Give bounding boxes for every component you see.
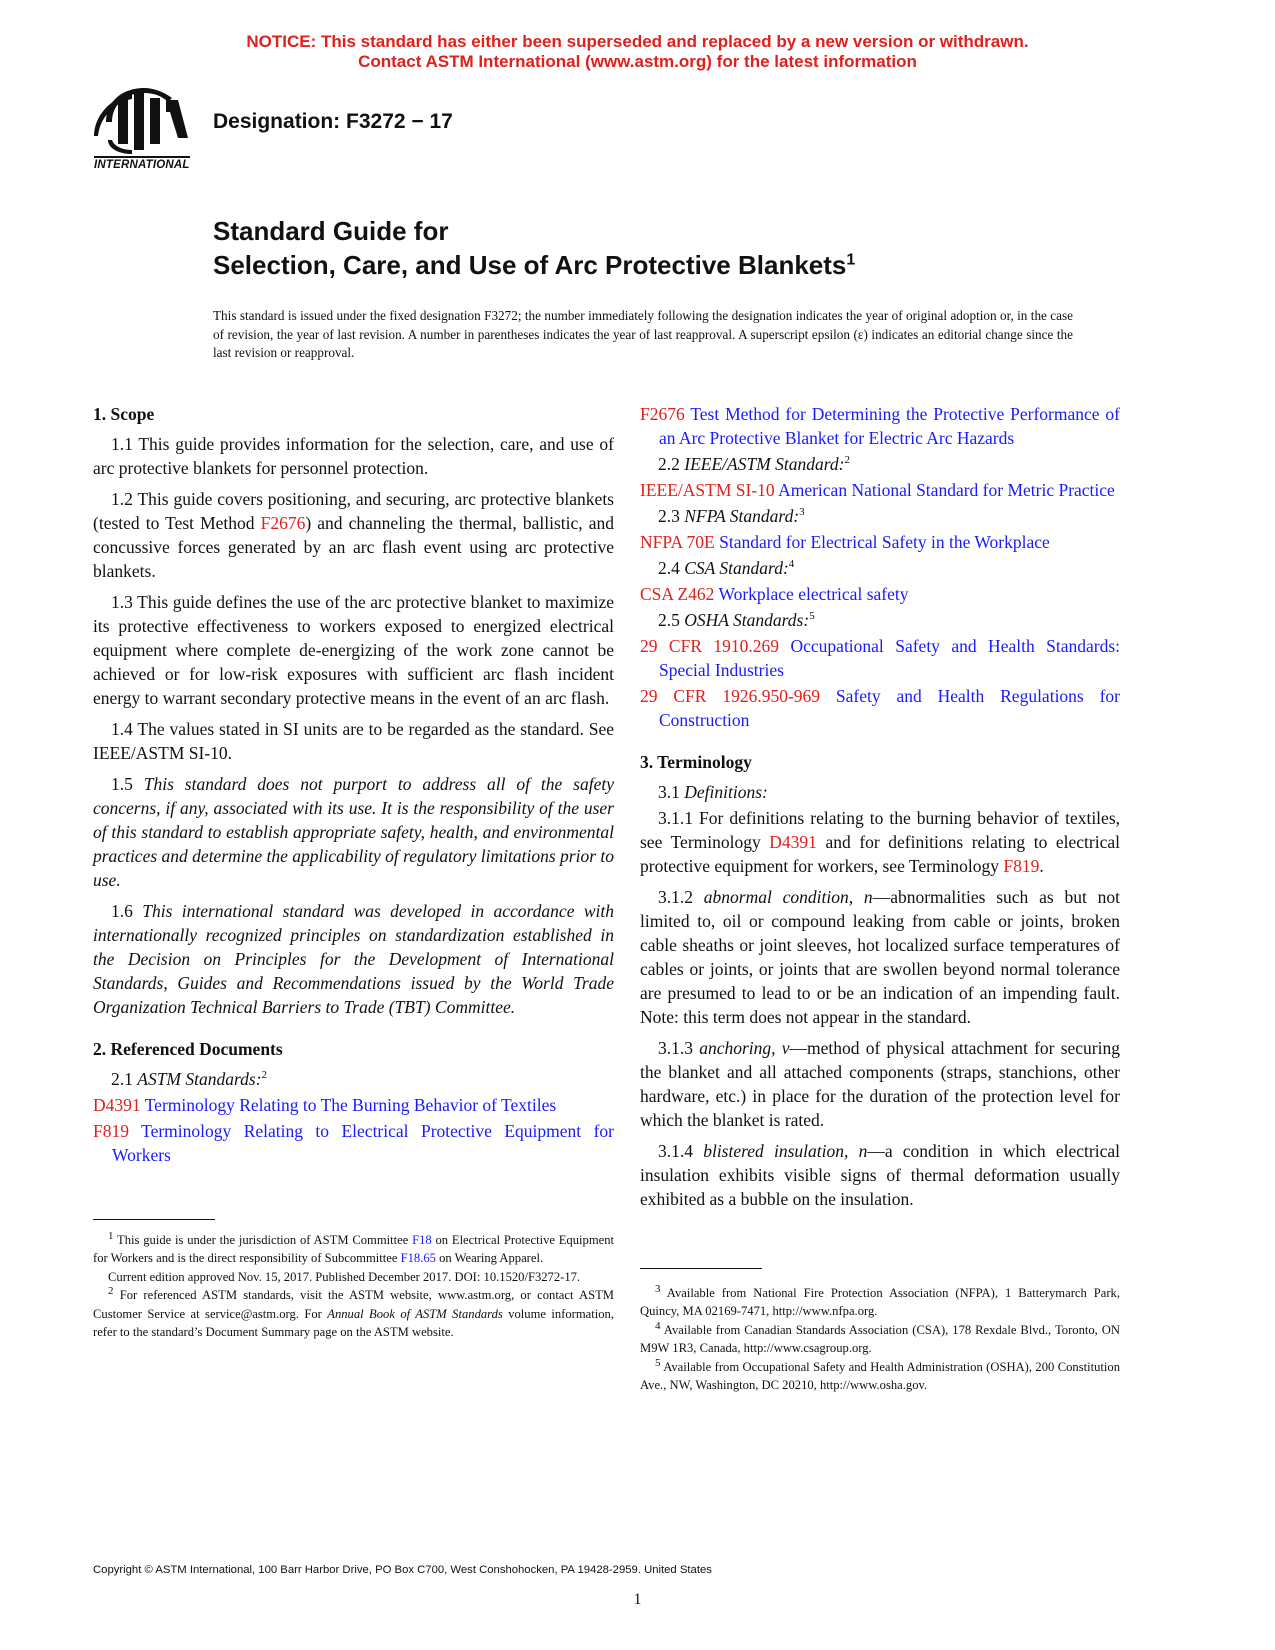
notice-line-2: Contact ASTM International (www.astm.org) for the latest information [358, 52, 917, 71]
para-3-1-1: 3.1.1 For definitions relating to the burning behavior of textiles, see Terminology D4391 and for definitions relating to electrical protective equipment for workers, see Terminology F819. [640, 808, 1120, 876]
subsection-2-5: 2.5 OSHA Standards:$^5$ [658, 610, 815, 630]
footnote-rule-right [640, 1268, 762, 1269]
footnote-5: $^5$ Available from Occupational Safety and Health Administration (OSHA), 200 Constitution Ave., NW, Washington, DC 20210, http://www.osha.gov. [640, 1356, 1120, 1393]
title-line-2: Selection, Care, and Use of Arc Protective Blankets$^1$ [213, 250, 856, 280]
para-1-3: 1.3 This guide defines the use of the arc protective blanket to maximize its protective effectiveness to workers exposed to energized electrical equipment where complete de-energizing of the work zone cannot be achieved or for low-risk exposures with sufficient arc flash incident energy to warrant secondary protective means in the event of an arc flash. [93, 592, 614, 708]
subsection-2-1: 2.1 ASTM Standards:$^2$ [111, 1069, 268, 1089]
designation: Designation: F3272 − 17 [213, 110, 453, 133]
copyright-line: Copyright © ASTM International, 100 Barr Harbor Drive, PO Box C700, West Conshohocken, PA 19428-2959. United States [93, 1564, 712, 1576]
para-1-1: 1.1 This guide provides information for the selection, care, and use of arc protective blankets for personnel protection. [93, 434, 614, 478]
link-d4391[interactable]: D4391 [769, 832, 817, 852]
footnote-2: $^2$ For referenced ASTM standards, visit the ASTM website, www.astm.org, or contact ASTM Customer Service at service@astm.org. For Annual Book of ASTM Standards volume information, refer to the standard’s Document Summary page on the ASTM website. [93, 1285, 614, 1340]
para-1-4: 1.4 The values stated in SI units are to be regarded as the standard. See IEEE/ASTM SI-10. [93, 719, 614, 763]
para-1-6: 1.6 This international standard was developed in accordance with internationally recognized principles on standardization established in the Decision on Principles for the Development of International Standards, Guides and Recommendations issued by the World Trade Organization Technical Barriers to Trade (TBT) Committee. [93, 901, 615, 1017]
superseded-notice [0, 32, 1275, 72]
logo-international-text: INTERNATIONAL [94, 156, 190, 171]
title-line-1: Standard Guide for [213, 216, 449, 246]
ref-ieee-si10[interactable]: IEEE/ASTM SI-10 American National Standard for Metric Practice [640, 480, 1115, 500]
ref-29cfr-1910[interactable]: 29 CFR 1910.269 Occupational Safety and Health Standards: Special Industries [640, 636, 1121, 680]
para-3-1-2: 3.1.2 abnormal condition, n—abnormalities such as but not limited to, oil or compound leaking from cable or joints, broken cable sheaths or joint sleeves, hot localized surface temperatures of cables or joints, or joints that are swollen beyond normal tolerance are presumed to lead to or be an indication of an impending fault. Note: this term does not appear in the standard. [640, 887, 1120, 1027]
link-f2676[interactable]: F2676 [260, 513, 306, 533]
ref-f819[interactable]: F819 Terminology Relating to Electrical Protective Equipment for Workers [93, 1121, 614, 1165]
right-column [640, 402, 1120, 1218]
link-f819[interactable]: F819 [1003, 856, 1040, 876]
document-title [213, 214, 855, 282]
para-3-1-4: 3.1.4 blistered insulation, n—a condition in which electrical insulation exhibits visible signs of thermal deformation usually exhibited as a bubble on the insulation. [640, 1141, 1120, 1209]
link-f18[interactable]: F18 [412, 1233, 432, 1247]
footnote-1: $^1$ This guide is under the jurisdiction of ASTM Committee F18 on Electrical Protective Equipment for Workers and is the direct responsibility of Subcommittee F18.65 on Wearing Apparel. [93, 1229, 615, 1266]
section-terminology-heading: 3. Terminology [640, 752, 752, 772]
footnote-3: $^3$ Available from National Fire Protection Association (NFPA), 1 Batterymarch Park, Quincy, MA 02169-7471, http://www.nfpa.org. [640, 1282, 1120, 1319]
para-3-1-3: 3.1.3 anchoring, v—method of physical attachment for securing the blanket and all attached components (straps, stanchions, other hardware, etc.) in place for the duration of the protection level for which the blanket is rated. [640, 1038, 1120, 1130]
ref-29cfr-1926[interactable]: 29 CFR 1926.950-969 Safety and Health Regulations for Construction [640, 686, 1121, 730]
footnote-1-edition: Current edition approved Nov. 15, 2017. Published December 2017. DOI: 10.1520/F3272-17. [108, 1269, 581, 1284]
footnotes-right [640, 1284, 1120, 1394]
section-scope-heading: 1. Scope [93, 404, 155, 424]
notice-line-1: NOTICE: This standard has either been superseded and replaced by a new version or withdrawn. [246, 32, 1029, 51]
footnote-4: $^4$ Available from Canadian Standards Association (CSA), 178 Rexdale Blvd., Toronto, ON M9W 1R3, Canada, http://www.csagroup.org. [640, 1319, 1120, 1356]
footnotes-left [93, 1231, 614, 1341]
subsection-2-3: 2.3 NFPA Standard:$^3$ [658, 506, 805, 526]
subsection-3-1: 3.1 Definitions: [658, 782, 768, 802]
link-f18-65[interactable]: F18.65 [400, 1251, 436, 1266]
ref-f2676[interactable]: F2676 Test Method for Determining the Protective Performance of an Arc Protective Blanket for Electric Arc Hazards [640, 404, 1120, 448]
para-1-2: 1.2 This guide covers positioning, and securing, arc protective blankets (tested to Test Method F2676) and channeling the thermal, ballistic, and concussive forces generated by an arc flash event using arc protective blankets. [93, 489, 615, 581]
section-referenced-heading: 2. Referenced Documents [93, 1039, 283, 1059]
left-column [93, 402, 614, 1169]
footnote-rule-left [93, 1219, 215, 1220]
ref-csa-z462[interactable]: CSA Z462 Workplace electrical safety [640, 584, 909, 604]
subsection-2-4: 2.4 CSA Standard:$^4$ [658, 558, 795, 578]
subsection-2-2: 2.2 IEEE/ASTM Standard:$^2$ [658, 454, 850, 474]
astm-logo [92, 84, 192, 174]
ref-nfpa-70e[interactable]: NFPA 70E Standard for Electrical Safety in the Workplace [640, 532, 1050, 552]
page-number: 1 [633, 1591, 642, 1608]
para-1-5: 1.5 This standard does not purport to address all of the safety concerns, if any, associated with its use. It is the responsibility of the user of this standard to establish appropriate safety, health, and environmental practices and determine the applicability of regulatory limitations prior to use. [93, 774, 614, 890]
ref-d4391[interactable]: D4391 Terminology Relating to The Burning Behavior of Textiles [93, 1095, 557, 1115]
title-footnote-ref[interactable]: 1 [846, 251, 856, 269]
issuance-note: This standard is issued under the fixed designation F3272; the number immediately following the designation indicates the year of original adoption or, in the case of revision, the year of last revision. A number in parentheses indicates the year of last reapproval. A superscript epsilon (ε) indicates an editorial change since the last revision or reapproval. [213, 308, 1073, 360]
